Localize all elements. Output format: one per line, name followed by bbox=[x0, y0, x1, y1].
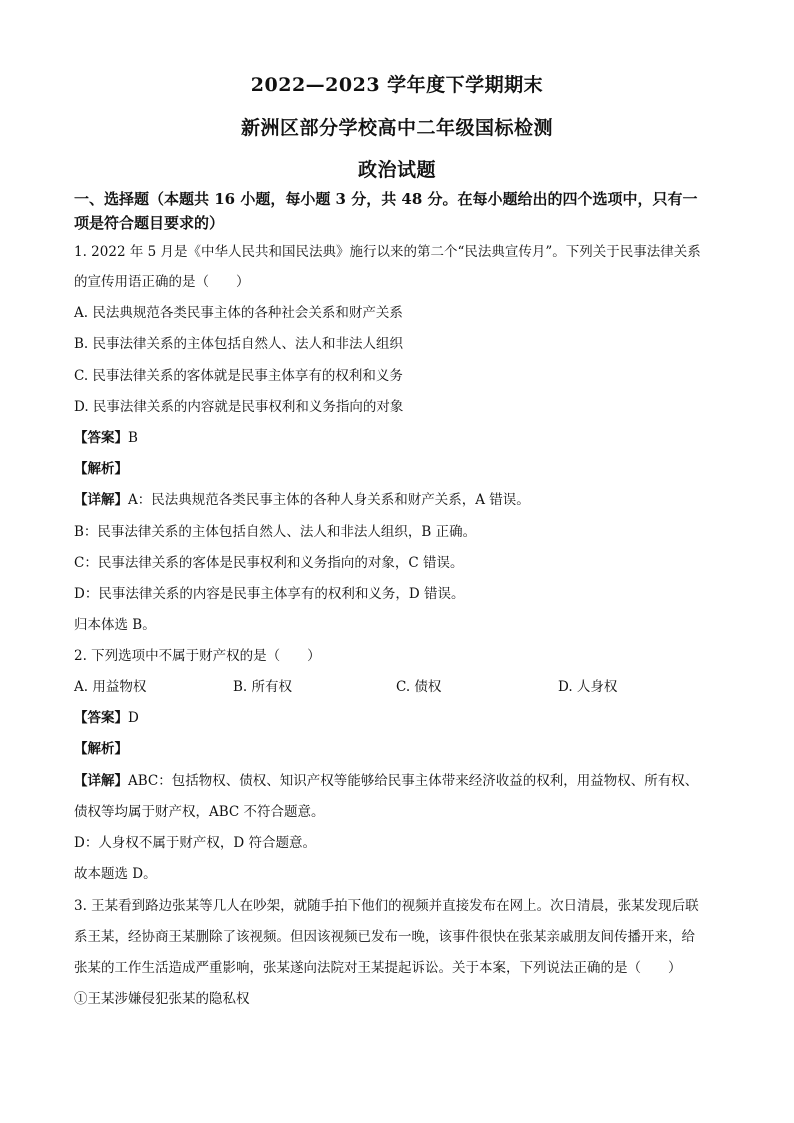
q1-stem-line1: 1. 2022 年 5 月是《中华人民共和国民法典》施行以来的第二个“民法典宣传月”。下列关于民事法律关系 bbox=[74, 244, 701, 260]
q2-option-d: D. 人身权 bbox=[558, 679, 618, 695]
section-heading-line1: 一、选择题（本题共 16 小题，每小题 3 分，共 48 分。在每小题给出的四个选项中，只有一 bbox=[74, 190, 698, 208]
q1-stem-line2: 的宣传用语正确的是（ ） bbox=[74, 274, 250, 290]
q2-answer-tag: 【答案】 bbox=[74, 710, 128, 726]
q2-detail-tag: 【详解】 bbox=[74, 773, 128, 789]
q1-detail-line3: C：民事法律关系的客体是民事权利和义务指向的对象，C 错误。 bbox=[74, 555, 464, 571]
q2-answer-value: D bbox=[128, 710, 139, 726]
q2-detail-line1 bbox=[74, 771, 698, 791]
q2-option-a: A. 用益物权 bbox=[74, 679, 147, 695]
q1-option-d: D. 民事法律关系的内容就是民事权利和义务指向的对象 bbox=[74, 399, 404, 415]
q1-option-a: A. 民法典规范各类民事主体的各种社会关系和财产关系 bbox=[74, 305, 403, 321]
q1-answer-tag: 【答案】 bbox=[74, 430, 128, 446]
exam-title-school: 新洲区部分学校高中二年级国标检测 bbox=[240, 117, 553, 139]
q3-item-1: ①王某涉嫌侵犯张某的隐私权 bbox=[74, 991, 250, 1007]
q2-stem: 2. 下列选项中不属于财产权的是（ ） bbox=[74, 648, 321, 664]
q2-answer bbox=[74, 708, 139, 728]
q1-detail-tag: 【详解】 bbox=[74, 492, 128, 508]
q1-answer-value: B bbox=[128, 430, 138, 446]
q1-option-c: C. 民事法律关系的客体就是民事主体享有的权利和义务 bbox=[74, 368, 403, 384]
q1-detail-line4: D：民事法律关系的内容是民事主体享有的权利和义务，D 错误。 bbox=[74, 586, 465, 602]
q2-detail-text: ABC：包括物权、债权、知识产权等能够给民事主体带来经济收益的权利，用益物权、所有权、 bbox=[128, 773, 699, 789]
q2-option-b: B. 所有权 bbox=[233, 679, 293, 695]
q2-option-c: C. 债权 bbox=[396, 679, 442, 695]
q2-analysis-tag: 【解析】 bbox=[74, 741, 128, 757]
q2-conclusion: 故本题选 D。 bbox=[74, 866, 157, 882]
q1-answer bbox=[74, 428, 138, 448]
q1-detail-line1 bbox=[74, 490, 530, 510]
q2-detail-line2: 债权等均属于财产权，ABC 不符合题意。 bbox=[74, 804, 325, 820]
exam-title-subject: 政治试题 bbox=[357, 159, 436, 181]
q1-analysis-tag: 【解析】 bbox=[74, 461, 128, 477]
q2-detail-line3: D：人身权不属于财产权，D 符合题意。 bbox=[74, 835, 316, 851]
q1-option-b: B. 民事法律关系的主体包括自然人、法人和非法人组织 bbox=[74, 336, 404, 352]
q1-conclusion: 归本体选 B。 bbox=[74, 617, 156, 633]
q3-stem-line2: 系王某，经协商王某删除了该视频。但因该视频已发布一晚，该事件很快在张某亲戚朋友间传播开来，给 bbox=[74, 929, 695, 945]
q3-stem-line3: 张某的工作生活造成严重影响，张某遂向法院对王某提起诉讼。关于本案，下列说法正确的是（ ） bbox=[74, 960, 682, 976]
q3-stem-line1: 3. 王某看到路边张某等几人在吵架，就随手拍下他们的视频并直接发布在网上。次日清晨，张某发现后联 bbox=[74, 898, 699, 914]
section-heading-line2: 项是符合题目要求的） bbox=[74, 214, 225, 232]
q1-detail-line2: B：民事法律关系的主体包括自然人、法人和非法人组织，B 正确。 bbox=[74, 524, 477, 540]
exam-title-year: 2022—2023 学年度下学期期末 bbox=[250, 74, 544, 96]
q1-detail-text: A：民法典规范各类民事主体的各种人身关系和财产关系，A 错误。 bbox=[128, 492, 530, 508]
